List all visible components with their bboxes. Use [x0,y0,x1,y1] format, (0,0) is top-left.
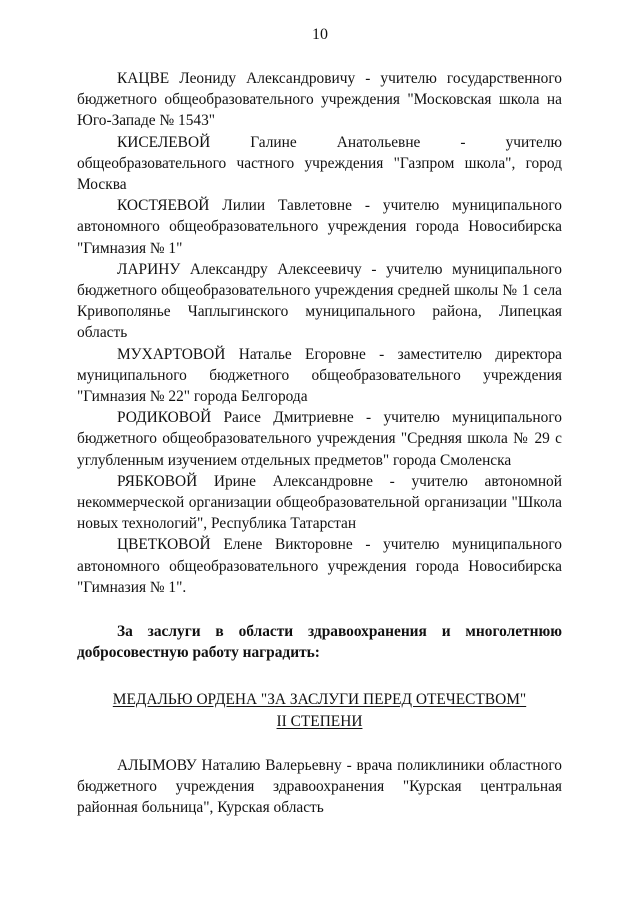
award-entry: КАЦВЕ Леониду Александровичу - учителю государственного бюджетного общеобразовательного учреждения "Московская школа на Юго-Западе № 1543" [77,70,562,130]
award-entry: МУХАРТОВОЙ Наталье Егоровне - заместителю директора муниципального бюджетного общеобразовательного учреждения "Гимназия № 22" города Белгорода [77,345,562,406]
document-body [77,68,562,819]
award-entry: РОДИКОВОЙ Раисе Дмитриевне - учителю муниципального бюджетного общеобразовательного учреждения "Средняя школа № 29 с углубленным изучением отдельных предметов" города Смоленска [77,409,562,469]
merit-heading: За заслуги в области здравоохранения и многолетнюю добросовестную работу наградить: [77,623,562,662]
award-entry: ЛАРИНУ Александру Алексеевичу - учителю муниципального бюджетного общеобразовательного учреждения средней школы № 1 села Кривополянье Чаплыгинского муниципального района, Липецкая область [77,260,562,342]
award-title [77,689,562,731]
award-entry: КИСЕЛЕВОЙ Галине Анатольевне - учителю общеобразовательного частного учреждения "Газпром школа", город Москва [77,133,562,194]
award-entry: КОСТЯЕВОЙ Лилии Тавлетовне - учителю муниципального автономного общеобразовательного учреждения города Новосибирска "Гимназия № 1" [77,197,562,257]
award-entry: АЛЫМОВУ Наталию Валерьевну - врача поликлиники областного бюджетного учреждения здравоохранения "Курская центральная районная больница", Курская область [77,756,562,817]
page-number: 10 [312,26,328,43]
award-title-line: II СТЕПЕНИ [276,712,363,730]
award-entry: ЦВЕТКОВОЙ Елене Викторовне - учителю муниципального автономного общеобразовательного учреждения города Новосибирска "Гимназия № 1". [77,536,562,596]
award-entry: РЯБКОВОЙ Ирине Александровне - учителю автономной некоммерческой организации общеобразовательной организации "Школа новых технологий", Республика Татарстан [77,472,562,533]
award-title-line: МЕДАЛЬЮ ОРДЕНА "ЗА ЗАСЛУГИ ПЕРЕД ОТЕЧЕСТВОМ" [112,691,527,709]
